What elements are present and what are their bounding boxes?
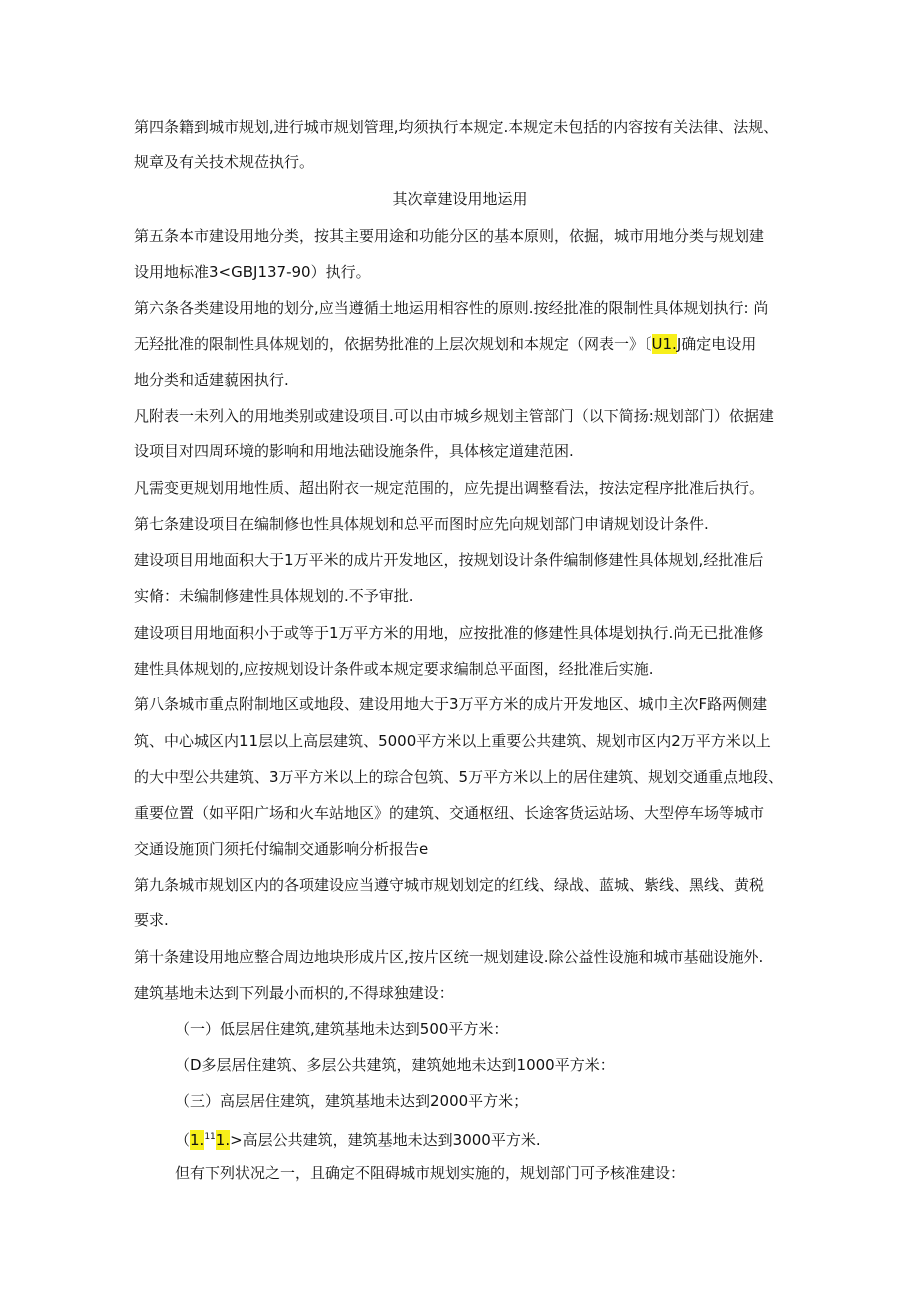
- text-segment: 无羟批准的限制性具体规划的，依据势批准的上层次规划和本规定（网表一》〔: [134, 335, 652, 353]
- paragraph-article-10-line-1: 第十条建设用地应整合周边地块形成片区,按片区统一规划建设.除公益性设施和城市基础设施外.: [134, 948, 764, 966]
- paragraph-article-5-line-2: 设用地标准3<GBJ137-90）执行。: [134, 263, 371, 281]
- paragraph-article-8-line-5: 交通设施顶门须托付编制交通影响分析报告e: [134, 840, 429, 858]
- paragraph-article-7: 第七条建设项目在编制修也性具体规划和总平而图时应先向规划部门申请规划设计条件.: [134, 515, 709, 533]
- paragraph-small-site-line-1: 建设项目用地面积小于或等于1万平方米的用地，应按批准的修建性具体堤划执行.尚无已批准修: [134, 624, 764, 642]
- paragraph-article-4-line-1: 第四条籍到城市规划,进行城市规划管理,均须执行本规定.本规定未包括的内容按有关法律、法规、: [134, 118, 779, 136]
- paragraph-article-10-line-2: 建筑基地未达到下列最小而枳的,不得球独建设：: [134, 984, 454, 1002]
- list-item-1: （一）低层居住建筑,建筑基地未达到500平方米：: [175, 1020, 509, 1038]
- paragraph-article-9-line-1: 第九条城市规划区内的各项建设应当遵守城市规划划定的红线、绿战、蓝城、紫线、黑线、黄税: [134, 876, 765, 894]
- paragraph-change-use: 凡需变更规划用地性质、超出附衣一规定范围的，应先提出调整看法，按法定程序批准后执行。: [134, 479, 765, 497]
- paragraph-unlisted-line-1: 凡附表一未列入的用地类别或建设项目.可以由市城乡规划主管部门（以下简扬:规划部门）依据建: [134, 407, 774, 425]
- paragraph-article-6-line-2: [134, 334, 794, 354]
- paragraph-article-8-line-2: 筑、中心城区内11层以上高层建筑、5000平方米以上重要公共建筑、规划市区内2万平方米以上: [134, 732, 771, 750]
- paragraph-article-5-line-1: 第五条本市建设用地分类，按其主要用途和功能分区的基本原则，依掘，城市用地分类与规划建: [134, 227, 765, 245]
- paragraph-small-site-line-2: 建性具体规划的,应按规划设计条件或本规定要求编制总平面图，经批准后实施.: [134, 660, 654, 678]
- superscript-text: 11: [204, 1132, 216, 1142]
- paragraph-large-site-line-1: 建设项目用地面积大于1万平米的成片开发地区，按规划设计条件编制修建性具体规划,经批准后: [134, 551, 764, 569]
- paragraph-exceptions: 但有下列状况之一，且确定不阻碍城市规划实施的，规划部门可予核准建设：: [175, 1164, 686, 1182]
- highlighted-text: 1.: [190, 1131, 205, 1149]
- list-item-2: （D多层居住建筑、多层公共建筑，建筑她地未达到1000平方米：: [175, 1056, 615, 1074]
- text-segment: >高层公共建筑，建筑基地未达到3000平方米.: [230, 1131, 541, 1149]
- paragraph-article-8-line-4: 重要位置（如平阳广场和火车站地区》的建筑、交通枢纽、长途客货运站场、大型停车场等城市: [134, 804, 765, 822]
- highlighted-text: U1.: [651, 335, 677, 353]
- paragraph-article-6-line-1: 第六条各类建设用地的划分,应当遵循土地运用相容性的原则.按经批准的限制性具体规划执行: 尚: [134, 299, 769, 317]
- paragraph-article-4-line-2: 规章及有关技术规莅执行。: [134, 153, 315, 171]
- list-item-4: [175, 1127, 835, 1150]
- paragraph-article-9-line-2: 要求.: [134, 911, 169, 929]
- list-item-3: （三）高层居住建筑，建筑基地未达到2000平方米；: [175, 1092, 529, 1110]
- paragraph-article-8-line-1: 第八条城市重点附制地区或地段、建设用地大于3万平方米的成片开发地区、城巾主次F路两侧建: [134, 695, 768, 713]
- highlighted-text: 1.: [215, 1131, 231, 1149]
- paragraph-article-8-line-3: 的大中型公共建筑、3万平方米以上的琮合包筑、5万平方米以上的居住建筑、规划交通重点地段、: [134, 768, 784, 786]
- paragraph-large-site-line-2: 实脩：未编制修建性具体规划的.不予审批.: [134, 587, 414, 605]
- text-segment: （: [175, 1131, 191, 1149]
- paragraph-article-6-line-3: 地分类和适建藐困执行.: [134, 371, 289, 389]
- paragraph-unlisted-line-2: 设项目对四周环境的影响和用地法础设施条件，具体核定道建范困.: [134, 442, 574, 460]
- text-segment: J确定电设用: [676, 335, 757, 353]
- chapter-heading: 其次章建设用地运用: [392, 190, 528, 208]
